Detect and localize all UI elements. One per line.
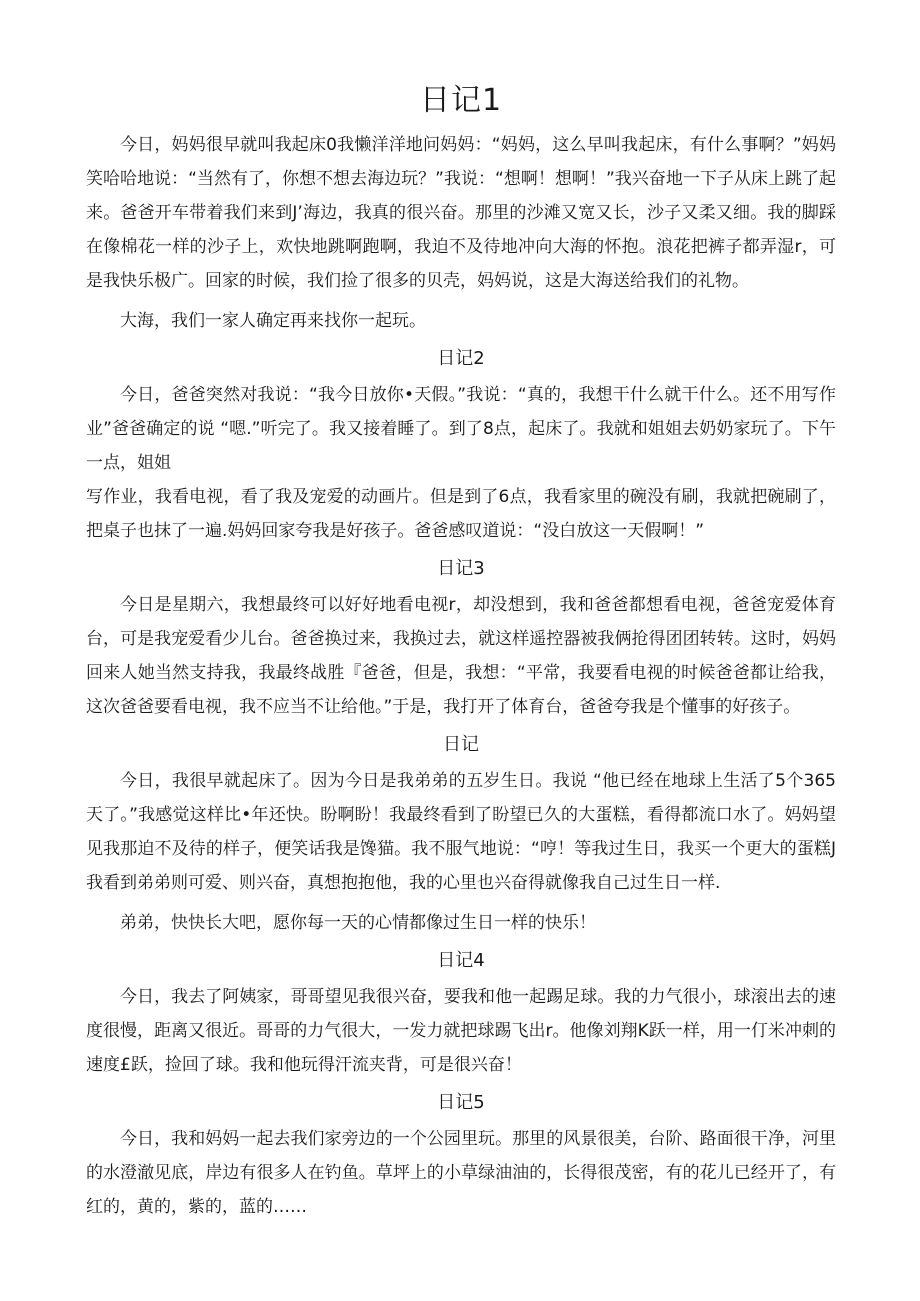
diary-paragraph: 今日，爸爸突然对我说：“我今日放你•天假。”我说：“真的，我想干什么就干什么。还不用写作业”爸爸确定的说 “嗯.”听完了。我又接着睡了。到了8点，起床了。我就和姐姐去奶奶家玩了。下午一点，姐姐 [86, 385, 836, 473]
diary-title: 日记2 [437, 348, 485, 369]
diary-paragraph: 今日，妈妈很早就叫我起床0我懒洋洋地问妈妈：“妈妈，这么早叫我起床，有什么事啊？”妈妈笑哈哈地说：“当然有了，你想不想去海边玩？”我说：“想啊！想啊！”我兴奋地一下子从床上跳了起来。爸爸开车带着我们来到J’海边，我真的很兴奋。那里的沙滩又宽又长，沙子又柔又细。我的脚踩在像棉花一样的沙子上，欢快地跳啊跑啊，我迫不及待地冲向大海的怀抱。浪花把裤子都弄湿r，可是我快乐极广。回家的时候，我们捡了很多的贝壳，妈妈说，这是大海送给我们的礼物。 [86, 135, 836, 291]
diary-paragraph: 今日，我去了阿姨家，哥哥望见我很兴奋，要我和他一起踢足球。我的力气很小，球滚出去的速度很慢，距离又很近。哥哥的力气很大，一发力就把球踢飞出r。他像刘翔K跃一样，用一仃米冲刺的速度£跃，捡回了球。我和他玩得汗流夹背，可是很兴奋！ [86, 987, 836, 1075]
diary-paragraph: 弟弟，快快长大吧，愿你每一天的心情都像过生日一样的快乐！ [120, 913, 596, 933]
diary-title: 日记5 [437, 1092, 485, 1113]
diary-entry-4 [86, 944, 836, 1082]
diary-entry-5 [86, 1086, 836, 1224]
diary-paragraph: 今日，我和妈妈一起去我们家旁边的一个公园里玩。那里的风景很美，台阶、路面很干净，河里的水澄澈见底，岸边有很多人在钓鱼。草坪上的小草绿油油的，长得很茂密，有的花儿已经开了，有红的，黄的，紫的，蓝的…… [86, 1129, 836, 1217]
diary-entry-untitled [86, 728, 836, 940]
diary-entry-1 [86, 78, 836, 338]
diary-paragraph: 大海，我们一家人确定再来找你一起玩。 [120, 311, 426, 331]
diary-title: 日记1 [419, 83, 503, 118]
diary-title: 日记 [443, 734, 479, 755]
diary-paragraph: 今日，我很早就起床了。因为今日是我弟弟的五岁生日。我说 “他已经在地球上生活了5个365天了。”我感觉这样比•年还快。盼啊盼！我最终看到了盼望已久的大蛋糕，看得都流口水了。妈妈望见我那迫不及待的样子，便笑话我是馋猫。我不服气地说：“哼！等我过生日，我买一个更大的蛋糕J我看到弟弟则可爱、则兴奋，真想抱抱他，我的心里也兴奋得就像我自己过生日一样. [86, 771, 836, 893]
diary-title: 日记3 [437, 558, 485, 579]
diary-paragraph: 今日是星期六，我想最终可以好好地看电视r，却没想到，我和爸爸都想看电视，爸爸宠爱体育台，可是我宠爱看少儿台。爸爸换过来，我换过去，就这样遥控器被我俩抢得团团转转。这时，妈妈回来人她当然支持我，我最终战胜『爸爸，但是，我想：“平常，我要看电视的时候爸爸都让给我，这次爸爸要看电视，我不应当不让给他。”于是，我打开了体育台，爸爸夸我是个懂事的好孩子。 [86, 595, 836, 717]
diary-paragraph: 写作业，我看电视，看了我及宠爱的动画片。但是到了6点，我看家里的碗没有刷，我就把碗刷了，把桌子也抹了一遍.妈妈回家夸我是好孩子。爸爸感叹道说：“没白放这一天假啊！” [86, 487, 836, 541]
document-page [86, 78, 836, 1224]
diary-entry-3 [86, 552, 836, 724]
diary-entry-2 [86, 342, 836, 548]
diary-title: 日记4 [437, 950, 485, 971]
